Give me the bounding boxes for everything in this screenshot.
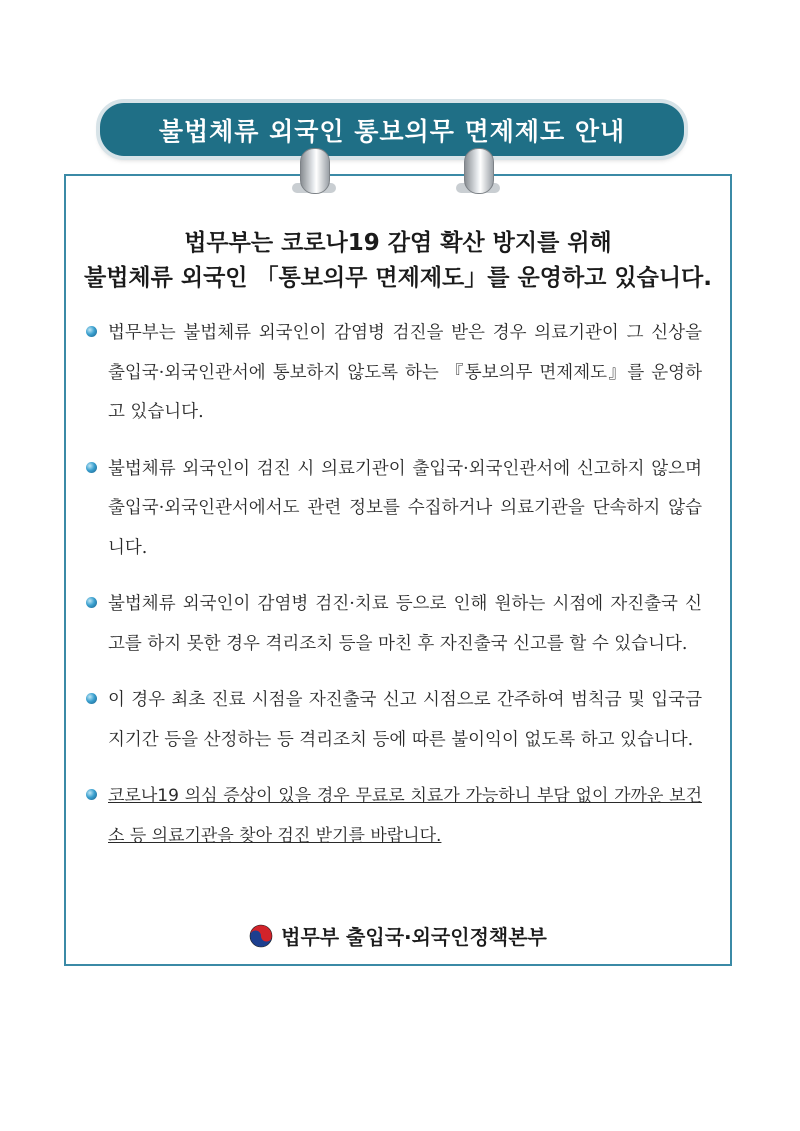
title-banner bbox=[100, 103, 684, 156]
ministry-name: 법무부 출입국·외국인정책본부 bbox=[281, 925, 547, 949]
bullet-text: 법무부는 불법체류 외국인이 감염병 검진을 받은 경우 의료기관이 그 신상을 출입국·외국인관서에 통보하지 않도록 하는 『통보의무 면제제도』를 운영하고 있습니다. bbox=[108, 323, 702, 422]
list-item bbox=[86, 314, 702, 433]
list-item bbox=[86, 585, 702, 664]
bullet-icon bbox=[86, 789, 97, 800]
bullet-icon bbox=[86, 462, 97, 473]
bullet-text: 코로나19 의심 증상이 있을 경우 무료로 치료가 가능하니 부담 없이 가까운 보건소 등 의료기관을 찾아 검진 받기를 바랍니다. bbox=[108, 786, 702, 846]
list-item bbox=[86, 681, 702, 760]
bullet-icon bbox=[86, 597, 97, 608]
footer bbox=[66, 921, 730, 950]
notice-box bbox=[64, 174, 732, 966]
list-item bbox=[86, 450, 702, 569]
binder-ring-right-icon bbox=[464, 148, 494, 194]
bullet-text: 불법체류 외국인이 검진 시 의료기관이 출입국·외국인관서에 신고하지 않으며 출입국·외국인관서에서도 관련 정보를 수집하거나 의료기관을 단속하지 않습니다. bbox=[108, 458, 702, 558]
binder-ring-left-icon bbox=[300, 148, 330, 194]
page-title: 불법체류 외국인 통보의무 면제제도 안내 bbox=[158, 116, 626, 146]
bullet-text: 이 경우 최초 진료 시점을 자진출국 신고 시점으로 간주하여 범칙금 및 입국금지기간 등을 산정하는 등 격리조치 등에 따른 불이익이 없도록 하고 있습니다. bbox=[108, 690, 702, 750]
bullet-icon bbox=[86, 693, 97, 704]
headline-line-2: 불법체류 외국인 「통보의무 면제제도」를 운영하고 있습니다. bbox=[83, 265, 712, 291]
bullet-icon bbox=[86, 326, 97, 337]
bullet-list bbox=[86, 314, 702, 873]
list-item-emphasis bbox=[86, 777, 702, 856]
taegeuk-emblem-icon bbox=[249, 924, 273, 948]
headline bbox=[66, 226, 730, 296]
headline-line-1: 법무부는 코로나19 감염 확산 방지를 위해 bbox=[184, 230, 612, 256]
bullet-text: 불법체류 외국인이 감염병 검진·치료 등으로 인해 원하는 시점에 자진출국 신고를 하지 못한 경우 격리조치 등을 마친 후 자진출국 신고를 할 수 있습니다. bbox=[108, 594, 702, 654]
